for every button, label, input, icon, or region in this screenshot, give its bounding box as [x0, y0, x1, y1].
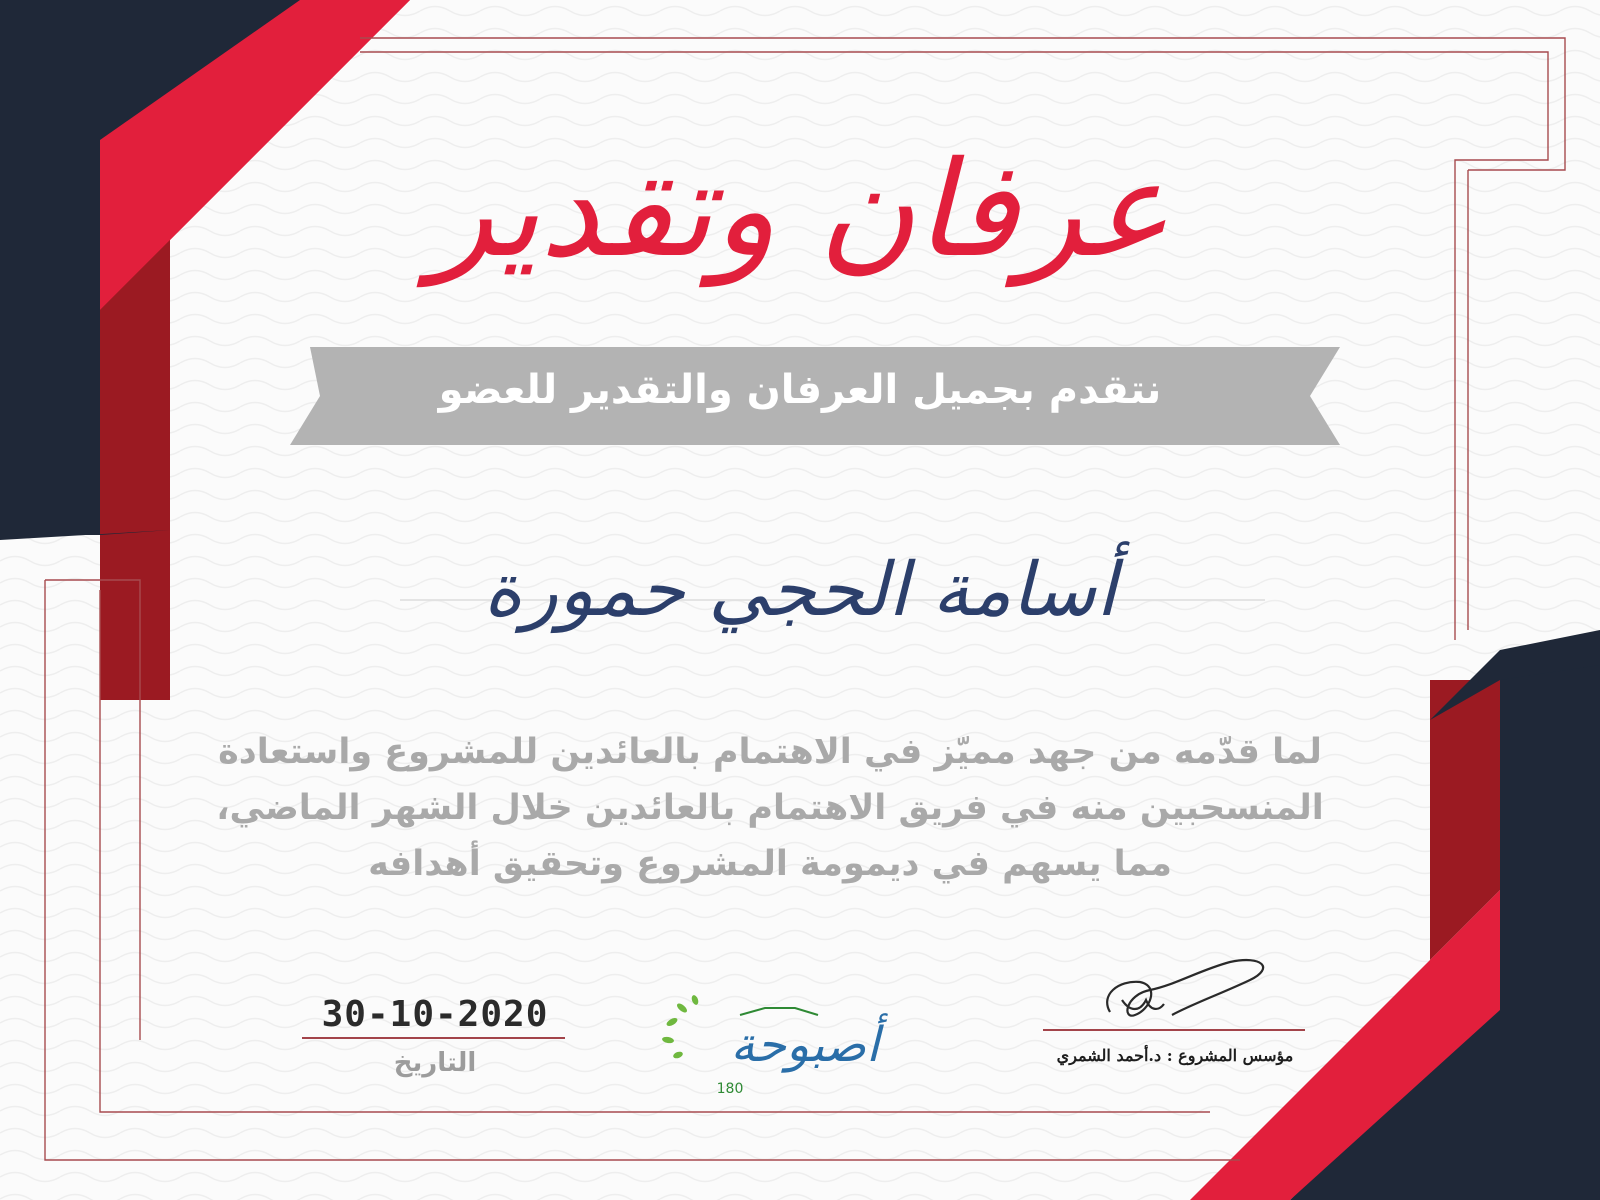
recipient-name: أسامة الحجي حمورة: [483, 547, 1117, 633]
body-line: مما يسهم في ديمومة المشروع وتحقيق أهدافه: [368, 844, 1172, 884]
certificate-title: عرفان وتقدير: [430, 133, 1170, 287]
logo-number: 180: [716, 1081, 744, 1097]
date-label: التاريخ: [393, 1048, 477, 1078]
logo-wordmark: أصبوحة: [730, 1017, 880, 1073]
founder-label: مؤسس المشروع : د.أحمد الشمري: [1056, 1046, 1294, 1065]
body-line: المنسحبين منه في فريق الاهتمام بالعائدين خلال الشهر الماضي،: [216, 788, 1324, 828]
certificate-date: 30-10-2020: [321, 994, 549, 1035]
ribbon-text: نتقدم بجميل العرفان والتقدير للعضو: [438, 367, 1162, 413]
certificate-body: [180, 724, 1360, 892]
body-line: لما قدّمه من جهد مميّز في الاهتمام بالعائدين للمشروع واستعادة: [218, 732, 1322, 772]
